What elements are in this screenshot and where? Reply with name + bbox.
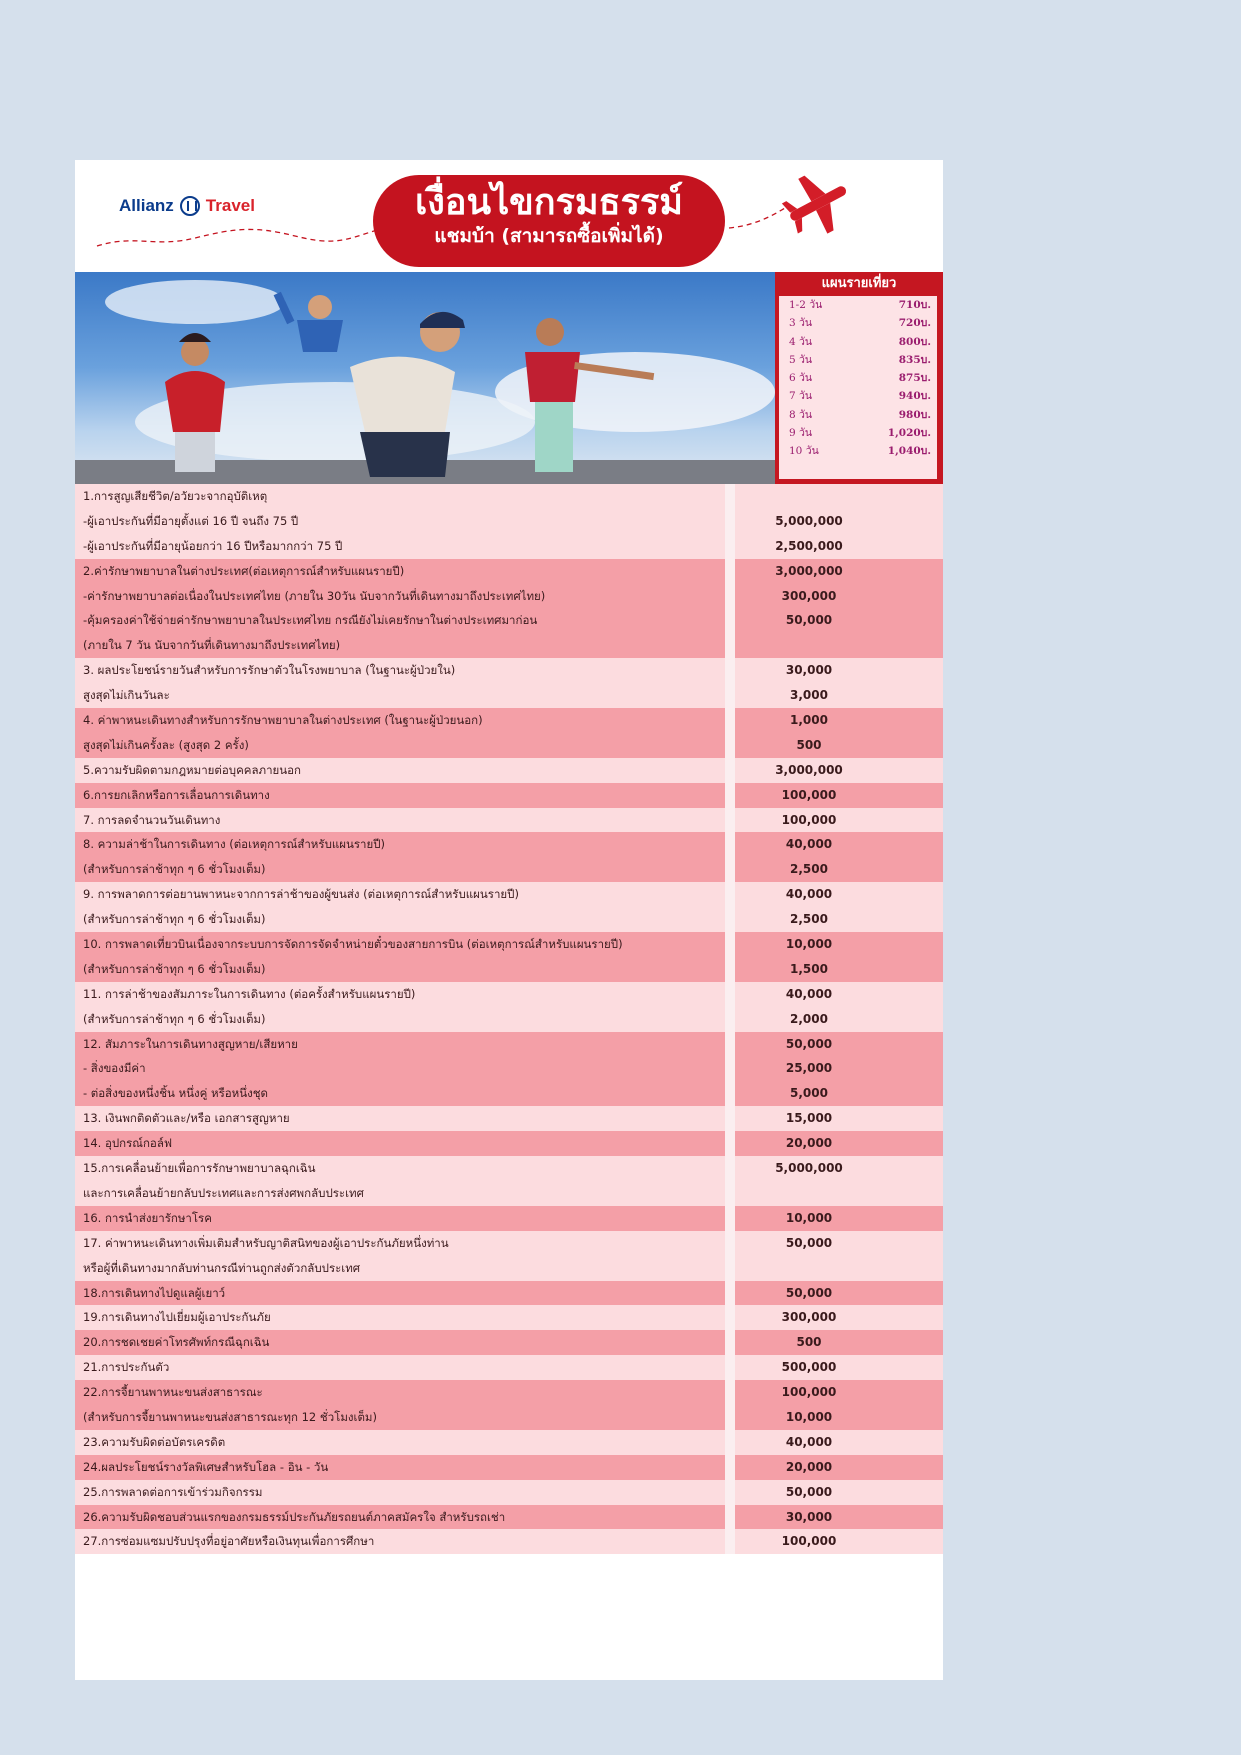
price-amount: 875บ. — [898, 372, 931, 385]
benefit-row — [75, 1430, 943, 1455]
benefit-value: 50,000 — [735, 1480, 943, 1505]
allianz-eagle-icon — [180, 196, 200, 216]
column-divider — [725, 1106, 735, 1131]
flight-path-right-icon — [727, 202, 787, 232]
travelers-illustration — [75, 272, 775, 484]
benefit-row — [75, 1355, 943, 1380]
benefit-row — [75, 1081, 943, 1106]
benefit-label: 10. การพลาดเที่ยวบินเนื่องจากระบบการจัดการจัดจำหน่ายตั๋วของสายการบิน (ต่อเหตุการณ์สำหรับแผนรายปี) — [75, 932, 725, 957]
benefit-label: 1.การสูญเสียชีวิต/อวัยวะจากอุบัติเหตุ — [75, 484, 725, 509]
benefit-label: - สิ่งของมีค่า — [75, 1056, 725, 1081]
benefit-value: 100,000 — [735, 1380, 943, 1405]
column-divider — [725, 1007, 735, 1032]
benefit-row — [75, 758, 943, 783]
price-list — [779, 296, 937, 479]
benefit-row — [75, 658, 943, 683]
price-days: 10 วัน — [789, 445, 819, 458]
column-divider — [725, 1156, 735, 1181]
benefit-value — [735, 633, 943, 658]
column-divider — [725, 658, 735, 683]
price-amount: 800บ. — [898, 335, 931, 348]
header — [75, 160, 943, 272]
benefit-label: (สำหรับการล่าช้าทุก ๆ 6 ชั่วโมงเต็ม) — [75, 1007, 725, 1032]
benefit-row — [75, 832, 943, 857]
column-divider — [725, 832, 735, 857]
benefit-label: -ผู้เอาประกันที่มีอายุน้อยกว่า 16 ปีหรือมากกว่า 75 ปี — [75, 534, 725, 559]
benefit-value: 500 — [735, 733, 943, 758]
benefit-label: 9. การพลาดการต่อยานพาหนะจากการล่าช้าของผู้ขนส่ง (ต่อเหตุการณ์สำหรับแผนรายปี) — [75, 882, 725, 907]
benefit-value — [735, 484, 943, 509]
benefit-row — [75, 783, 943, 808]
column-divider — [725, 1032, 735, 1057]
column-divider — [725, 1206, 735, 1231]
allianz-travel-logo — [119, 196, 255, 216]
benefit-value: 15,000 — [735, 1106, 943, 1131]
benefit-row — [75, 608, 943, 633]
benefit-row — [75, 559, 943, 584]
price-amount: 1,020บ. — [887, 427, 931, 440]
benefit-label: 23.ความรับผิดต่อบัตรเครดิต — [75, 1430, 725, 1455]
benefit-row — [75, 1131, 943, 1156]
benefit-label: สูงสุดไม่เกินวันละ — [75, 683, 725, 708]
benefit-value: 500 — [735, 1330, 943, 1355]
benefit-value — [735, 1181, 943, 1206]
benefit-value: 5,000 — [735, 1081, 943, 1106]
benefits-table — [75, 484, 943, 1554]
benefit-value: 2,000 — [735, 1007, 943, 1032]
benefit-value: 2,500 — [735, 907, 943, 932]
price-amount: 980บ. — [898, 408, 931, 421]
benefit-value: 1,000 — [735, 708, 943, 733]
benefit-value: 100,000 — [735, 783, 943, 808]
benefit-row — [75, 1056, 943, 1081]
price-days: 1-2 วัน — [789, 299, 823, 311]
price-days: 7 วัน — [789, 390, 813, 403]
benefit-row — [75, 1505, 943, 1530]
benefit-value: 20,000 — [735, 1131, 943, 1156]
column-divider — [725, 808, 735, 833]
benefit-value: 50,000 — [735, 1231, 943, 1256]
column-divider — [725, 1455, 735, 1480]
benefit-label: 27.การซ่อมแซมปรับปรุงที่อยู่อาศัยหรือเงินทุนเพื่อการศึกษา — [75, 1529, 725, 1554]
benefit-row — [75, 1156, 943, 1181]
column-divider — [725, 708, 735, 733]
column-divider — [725, 1380, 735, 1405]
price-days: 4 วัน — [789, 335, 813, 348]
column-divider — [725, 1181, 735, 1206]
benefit-row — [75, 1206, 943, 1231]
travelers-photo — [75, 272, 775, 484]
column-divider — [725, 1480, 735, 1505]
benefit-value: 500,000 — [735, 1355, 943, 1380]
page-subtitle: แชมบ้า (สามารถซื้อเพิ่มได้) — [434, 225, 664, 247]
benefit-value: 40,000 — [735, 882, 943, 907]
column-divider — [725, 882, 735, 907]
column-divider — [725, 608, 735, 633]
price-row — [779, 333, 937, 351]
benefit-label: (สำหรับการจี้ยานพาหนะขนส่งสาธารณะทุก 12 ชั่วโมงเต็ม) — [75, 1405, 725, 1430]
benefit-label: (สำหรับการล่าช้าทุก ๆ 6 ชั่วโมงเต็ม) — [75, 957, 725, 982]
benefit-row — [75, 1455, 943, 1480]
benefit-value: 300,000 — [735, 584, 943, 609]
benefit-row — [75, 534, 943, 559]
benefit-row — [75, 633, 943, 658]
column-divider — [725, 1281, 735, 1306]
column-divider — [725, 1529, 735, 1554]
benefit-label: สูงสุดไม่เกินครั้งละ (สูงสุด 2 ครั้ง) — [75, 733, 725, 758]
price-row — [779, 351, 937, 369]
benefit-label: -ค่ารักษาพยาบาลต่อเนื่องในประเทศไทย (ภายใน 30วัน นับจากวันที่เดินทางมาถึงประเทศไทย) — [75, 584, 725, 609]
column-divider — [725, 534, 735, 559]
price-amount: 940บ. — [898, 390, 931, 403]
price-row — [779, 296, 937, 314]
benefit-row — [75, 1330, 943, 1355]
benefit-value: 50,000 — [735, 1032, 943, 1057]
column-divider — [725, 1430, 735, 1455]
benefit-row — [75, 1405, 943, 1430]
price-panel — [775, 272, 943, 484]
column-divider — [725, 783, 735, 808]
benefit-value: 2,500 — [735, 857, 943, 882]
column-divider — [725, 1056, 735, 1081]
benefit-value: 2,500,000 — [735, 534, 943, 559]
price-amount: 1,040บ. — [887, 445, 931, 458]
benefit-row — [75, 1256, 943, 1281]
benefit-row — [75, 957, 943, 982]
benefit-value: 50,000 — [735, 1281, 943, 1306]
price-amount: 710บ. — [898, 299, 931, 311]
benefit-value: 3,000 — [735, 683, 943, 708]
benefit-value: 40,000 — [735, 832, 943, 857]
benefit-label: (ภายใน 7 วัน นับจากวันที่เดินทางมาถึงประเทศไทย) — [75, 633, 725, 658]
benefit-row — [75, 932, 943, 957]
benefit-row — [75, 1106, 943, 1131]
benefit-label: 20.การชดเชยค่าโทรศัพท์กรณีฉุกเฉิน — [75, 1330, 725, 1355]
airplane-icon — [779, 168, 859, 238]
column-divider — [725, 758, 735, 783]
column-divider — [725, 857, 735, 882]
column-divider — [725, 584, 735, 609]
benefit-value: 5,000,000 — [735, 509, 943, 534]
price-days: 5 วัน — [789, 353, 813, 366]
benefit-label: -คุ้มครองค่าใช้จ่ายค่ารักษาพยาบาลในประเทศไทย กรณียังไม่เคยรักษาในต่างประเทศมาก่อน — [75, 608, 725, 633]
benefit-row — [75, 808, 943, 833]
benefit-row — [75, 584, 943, 609]
benefit-label: 21.การประกันตัว — [75, 1355, 725, 1380]
price-amount: 835บ. — [898, 353, 931, 366]
price-days: 6 วัน — [789, 372, 813, 385]
column-divider — [725, 1405, 735, 1430]
policy-card — [75, 160, 943, 1680]
benefit-row — [75, 1181, 943, 1206]
column-divider — [725, 1505, 735, 1530]
price-row — [779, 406, 937, 424]
benefit-row — [75, 1007, 943, 1032]
benefit-row — [75, 1305, 943, 1330]
column-divider — [725, 1256, 735, 1281]
benefit-row — [75, 1380, 943, 1405]
benefit-row — [75, 907, 943, 932]
benefit-value: 40,000 — [735, 982, 943, 1007]
benefit-value: 100,000 — [735, 1529, 943, 1554]
column-divider — [725, 1231, 735, 1256]
benefit-row — [75, 857, 943, 882]
benefit-value: 5,000,000 — [735, 1156, 943, 1181]
benefit-label: 26.ความรับผิดชอบส่วนแรกของกรมธรรม์ประกันภัยรถยนต์ภาคสมัครใจ สำหรับรถเช่า — [75, 1505, 725, 1530]
benefit-label: -ผู้เอาประกันที่มีอายุตั้งแต่ 16 ปี จนถึง 75 ปี — [75, 509, 725, 534]
benefit-row — [75, 1480, 943, 1505]
benefit-label: 12. สัมภาระในการเดินทางสูญหาย/เสียหาย — [75, 1032, 725, 1057]
column-divider — [725, 509, 735, 534]
benefit-value: 300,000 — [735, 1305, 943, 1330]
benefit-label: 18.การเดินทางไปดูแลผู้เยาว์ — [75, 1281, 725, 1306]
column-divider — [725, 683, 735, 708]
benefit-value: 100,000 — [735, 808, 943, 833]
column-divider — [725, 559, 735, 584]
benefit-row — [75, 1032, 943, 1057]
benefit-value: 10,000 — [735, 1405, 943, 1430]
column-divider — [725, 1131, 735, 1156]
benefit-label: 11. การล่าช้าของสัมภาระในการเดินทาง (ต่อครั้งสำหรับแผนรายปี) — [75, 982, 725, 1007]
benefit-label: 7. การลดจำนวนวันเดินทาง — [75, 808, 725, 833]
benefit-label: (สำหรับการล่าช้าทุก ๆ 6 ชั่วโมงเต็ม) — [75, 907, 725, 932]
benefit-label: 24.ผลประโยชน์รางวัลพิเศษสำหรับโฮล - อิน - วัน — [75, 1455, 725, 1480]
benefit-value: 10,000 — [735, 1206, 943, 1231]
benefit-row — [75, 733, 943, 758]
column-divider — [725, 733, 735, 758]
benefit-value: 3,000,000 — [735, 559, 943, 584]
benefit-label: 22.การจี้ยานพาหนะขนส่งสาธารณะ — [75, 1380, 725, 1405]
price-days: 8 วัน — [789, 408, 813, 421]
benefit-row — [75, 708, 943, 733]
title-banner — [373, 175, 725, 267]
benefit-row — [75, 882, 943, 907]
benefit-value — [735, 1256, 943, 1281]
benefit-value: 20,000 — [735, 1455, 943, 1480]
benefit-label: หรือผู้ที่เดินทางมากลับท่านกรณีท่านถูกส่งตัวกลับประเทศ — [75, 1256, 725, 1281]
benefit-label: 2.ค่ารักษาพยาบาลในต่างประเทศ(ต่อเหตุการณ์สำหรับแผนรายปี) — [75, 559, 725, 584]
benefit-row — [75, 1529, 943, 1554]
column-divider — [725, 1081, 735, 1106]
benefit-label: 17. ค่าพาหนะเดินทางเพิ่มเติมสำหรับญาติสนิทของผู้เอาประกันภัยหนึ่งท่าน — [75, 1231, 725, 1256]
benefit-value: 25,000 — [735, 1056, 943, 1081]
benefit-label: 25.การพลาดต่อการเข้าร่วมกิจกรรม — [75, 1480, 725, 1505]
benefit-label: 13. เงินพกติดตัวและ/หรือ เอกสารสูญหาย — [75, 1106, 725, 1131]
price-panel-title: แผนรายเที่ยว — [821, 276, 897, 291]
price-row — [779, 442, 937, 460]
benefit-row — [75, 509, 943, 534]
benefit-value: 10,000 — [735, 932, 943, 957]
column-divider — [725, 1305, 735, 1330]
benefit-row — [75, 982, 943, 1007]
benefit-row — [75, 1281, 943, 1306]
benefit-value: 30,000 — [735, 1505, 943, 1530]
benefit-label: - ต่อสิ่งของหนึ่งชิ้น หนึ่งคู่ หรือหนึ่งชุด — [75, 1081, 725, 1106]
column-divider — [725, 982, 735, 1007]
benefit-value: 30,000 — [735, 658, 943, 683]
benefit-label: 4. ค่าพาหนะเดินทางสำหรับการรักษาพยาบาลในต่างประเทศ (ในฐานะผู้ป่วยนอก) — [75, 708, 725, 733]
benefit-label: 8. ความล่าช้าในการเดินทาง (ต่อเหตุการณ์สำหรับแผนรายปี) — [75, 832, 725, 857]
price-row — [779, 424, 937, 442]
benefit-label: 19.การเดินทางไปเยี่ยมผู้เอาประกันภัย — [75, 1305, 725, 1330]
price-days: 9 วัน — [789, 427, 813, 440]
column-divider — [725, 907, 735, 932]
benefit-value: 3,000,000 — [735, 758, 943, 783]
benefit-label: 3. ผลประโยชน์รายวันสำหรับการรักษาตัวในโรงพยาบาล (ในฐานะผู้ป่วยใน) — [75, 658, 725, 683]
column-divider — [725, 1330, 735, 1355]
column-divider — [725, 1355, 735, 1380]
benefit-label: 16. การนำส่งยารักษาโรค — [75, 1206, 725, 1231]
benefit-label: และการเคลื่อนย้ายกลับประเทศและการส่งศพกลับประเทศ — [75, 1181, 725, 1206]
column-divider — [725, 957, 735, 982]
benefit-row — [75, 683, 943, 708]
benefit-value: 50,000 — [735, 608, 943, 633]
benefit-value: 40,000 — [735, 1430, 943, 1455]
benefit-label: 5.ความรับผิดตามกฎหมายต่อบุคคลภายนอก — [75, 758, 725, 783]
price-days: 3 วัน — [789, 317, 813, 330]
price-row — [779, 314, 937, 332]
column-divider — [725, 932, 735, 957]
column-divider — [725, 633, 735, 658]
price-amount: 720บ. — [898, 317, 931, 330]
logo-brand: Allianz — [119, 196, 174, 215]
benefit-label: 6.การยกเลิกหรือการเลื่อนการเดินทาง — [75, 783, 725, 808]
flight-path-left-icon — [95, 220, 380, 250]
price-row — [779, 369, 937, 387]
benefit-label: (สำหรับการล่าช้าทุก ๆ 6 ชั่วโมงเต็ม) — [75, 857, 725, 882]
benefit-label: 15.การเคลื่อนย้ายเพื่อการรักษาพยาบาลฉุกเฉิน — [75, 1156, 725, 1181]
logo-sub: Travel — [205, 196, 255, 215]
price-row — [779, 387, 937, 405]
benefit-row — [75, 1231, 943, 1256]
page-title: เงื่อนไขกรมธรรม์ — [414, 181, 684, 223]
benefit-value: 1,500 — [735, 957, 943, 982]
column-divider — [725, 484, 735, 509]
benefit-row — [75, 484, 943, 509]
benefit-label: 14. อุปกรณ์กอล์ฟ — [75, 1131, 725, 1156]
